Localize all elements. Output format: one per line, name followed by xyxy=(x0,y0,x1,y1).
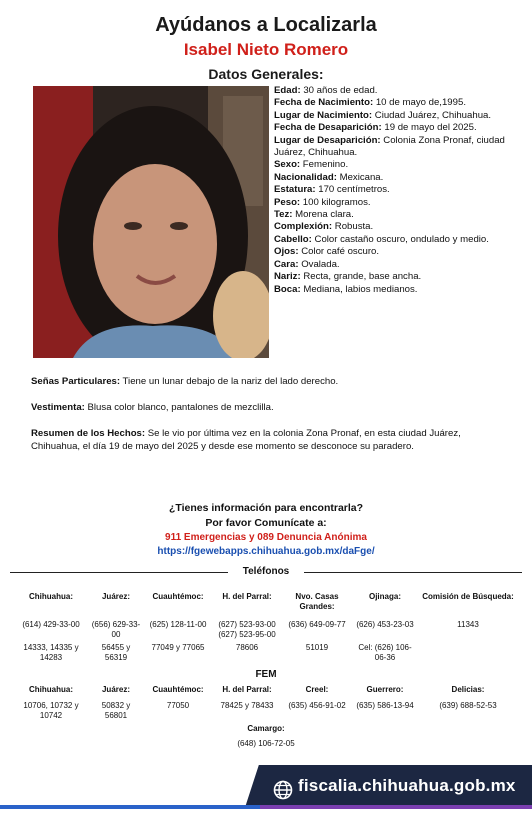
detail-label: Tez: xyxy=(274,209,293,221)
telefonos-cell: (627) 523-93-00 (627) 523-95-00 xyxy=(218,620,276,639)
fem-cell: 10706, 10732 y 10742 xyxy=(23,701,79,720)
telefonos-cell: 11343 xyxy=(457,620,479,629)
detail-row xyxy=(274,197,506,209)
telefonos-header-cell: Nvo. Casas Grandes: xyxy=(295,592,339,611)
fem-title: FEM xyxy=(255,669,277,680)
detail-row xyxy=(274,209,506,221)
detail-label: Estatura: xyxy=(274,184,316,196)
telefonos-header-cell: Cuauhtémoc: xyxy=(152,592,204,601)
fem-cell: 78425 y 78433 xyxy=(220,701,274,710)
detail-value: Ovalada. xyxy=(298,258,340,270)
detail-label: Sexo: xyxy=(274,159,301,171)
section-title-datos-generales: Datos Generales: xyxy=(208,66,324,82)
detail-row xyxy=(274,159,506,171)
poster-title: Ayúdanos a Localizarla xyxy=(155,14,377,36)
telefonos-cell: (636) 649-09-77 xyxy=(288,620,346,629)
detail-label: Fecha de Nacimiento: xyxy=(274,97,374,109)
fem-headers xyxy=(12,685,520,695)
telefonos-cell: Cel: (626) 106-06-36 xyxy=(358,643,412,662)
detail-value: Recta, grande, base ancha. xyxy=(300,271,422,283)
telefonos-header-cell: Juárez: xyxy=(101,592,130,601)
telefonos-row-2 xyxy=(12,643,520,663)
telefonos-header-cell: Chihuahua: xyxy=(29,592,73,601)
detail-label: Cara: xyxy=(274,258,299,270)
detail-row xyxy=(274,110,506,122)
resumen-value: Se le vio por última vez en la colonia Zona Pronaf, en esta ciudad Juárez, Chihuahua, el día 19 de mayo del 2025 y desde ese momento se desconoce su paradero. xyxy=(31,428,461,452)
telefonos-headers xyxy=(12,592,520,612)
fem-header-cell: Cuauhtémoc: xyxy=(152,685,204,694)
globe-icon xyxy=(273,780,293,800)
detail-value: 19 de mayo del 2025. xyxy=(381,122,477,134)
detail-value: Color castaño oscuro, ondulado y medio. xyxy=(311,233,489,245)
detail-label: Lugar de Nacimiento: xyxy=(274,109,373,121)
telefonos-cell: (626) 453-23-03 xyxy=(356,620,414,629)
vestimenta-label: Vestimenta: xyxy=(31,402,85,413)
detail-label: Complexión: xyxy=(274,221,333,233)
fem-cell: (639) 688-52-53 xyxy=(439,701,497,710)
telefonos-cell: (614) 429-33-00 xyxy=(22,620,80,629)
detail-label: Nacionalidad: xyxy=(274,171,337,183)
report-link[interactable]: https://fgewebapps.chihuahua.gob.mx/daFge/ xyxy=(157,546,375,557)
footer-website[interactable]: fiscalia.chihuahua.gob.mx xyxy=(298,776,516,795)
detail-row xyxy=(274,271,506,283)
fem-header-cell: Creel: xyxy=(305,685,329,694)
fem-header-cell: Delicias: xyxy=(451,685,485,694)
detail-row xyxy=(274,246,506,258)
detail-value: 100 kilogramos. xyxy=(300,196,371,208)
detail-value: Colonia Zona Pronaf, ciudad Juárez, Chihuahua. xyxy=(274,134,505,159)
telefonos-header-cell: Ojinaga: xyxy=(368,592,401,601)
detail-row xyxy=(274,234,506,246)
detail-label: Fecha de Desaparición: xyxy=(274,122,382,134)
fem-cell: 50832 y 56801 xyxy=(101,701,131,720)
senas-value: Tiene un lunar debajo de la nariz del lado derecho. xyxy=(120,376,339,387)
fem-cell: 77050 xyxy=(166,701,190,710)
detail-row xyxy=(274,172,506,184)
detail-row xyxy=(274,184,506,196)
info-question: ¿Tienes información para encontrarla? xyxy=(168,502,364,514)
emergency-numbers: 911 Emergencias y 089 Denuncia Anónima xyxy=(165,532,367,543)
detail-label: Cabello: xyxy=(274,233,312,245)
detail-label: Lugar de Desaparición: xyxy=(274,134,381,146)
telefonos-cell: 14333, 14335 y 14283 xyxy=(23,643,79,662)
camargo-label: Camargo: xyxy=(247,724,285,733)
senas-label: Señas Particulares: xyxy=(31,376,121,387)
detail-row xyxy=(274,122,506,134)
resumen-label: Resumen de los Hechos: xyxy=(31,428,146,439)
detail-label: Edad: xyxy=(274,85,301,96)
detail-value: Morena clara. xyxy=(292,209,354,221)
senas-particulares xyxy=(31,376,506,389)
footer-stripe-purple xyxy=(260,805,532,809)
detail-value: Robusta. xyxy=(332,221,374,233)
detail-label: Peso: xyxy=(274,196,301,208)
telefonos-cell: 51019 xyxy=(305,643,329,652)
fem-header-cell: Guerrero: xyxy=(366,685,404,694)
telefonos-cell: (656) 629-33-00 xyxy=(91,620,141,639)
detail-value: Mexicana. xyxy=(336,171,384,183)
detail-row xyxy=(274,221,506,233)
fem-header-cell: Juárez: xyxy=(101,685,130,694)
fem-header-cell: H. del Parral: xyxy=(222,685,272,694)
telefonos-header-cell: H. del Parral: xyxy=(222,592,272,601)
footer-stripe-blue xyxy=(0,805,260,809)
telefonos-cell: 78606 xyxy=(235,643,259,652)
detail-label: Boca: xyxy=(274,283,301,295)
detail-row xyxy=(274,259,506,271)
telefonos-cell xyxy=(416,643,520,663)
missing-person-name: Isabel Nieto Romero xyxy=(183,40,349,59)
vestimenta-value: Blusa color blanco, pantalones de mezclilla. xyxy=(84,402,274,413)
detail-value: Ciudad Juárez, Chihuahua. xyxy=(372,109,492,121)
detail-label: Nariz: xyxy=(274,271,301,283)
detail-value: 10 de mayo de,1995. xyxy=(373,97,466,109)
fem-header-cell: Chihuahua: xyxy=(29,685,73,694)
detail-row xyxy=(274,97,506,109)
general-details xyxy=(274,85,506,296)
detail-label: Ojos: xyxy=(274,246,299,258)
resumen-hechos xyxy=(31,428,506,453)
telefonos-cell: (625) 128-11-00 xyxy=(149,620,207,629)
detail-value: 170 centímetros. xyxy=(315,184,390,196)
detail-value: Femenino. xyxy=(300,159,349,171)
fem-row-1 xyxy=(12,701,520,721)
detail-value: 30 años de edad. xyxy=(300,85,378,96)
divider-right xyxy=(304,572,522,573)
camargo-phone: (648) 106-72-05 xyxy=(237,739,295,748)
detail-row xyxy=(274,85,506,97)
telefonos-title: Teléfonos xyxy=(242,566,290,577)
telefonos-row-1 xyxy=(12,620,520,640)
telefonos-cell: 56455 y 56319 xyxy=(101,643,131,662)
telefonos-cell: 77049 y 77065 xyxy=(151,643,205,652)
vestimenta xyxy=(31,402,506,415)
telefonos-header-cell: Comisión de Búsqueda: xyxy=(422,592,514,601)
fem-cell: (635) 586-13-94 xyxy=(356,701,414,710)
fem-cell: (635) 456-91-02 xyxy=(288,701,346,710)
detail-value: Mediana, labios medianos. xyxy=(300,283,418,295)
detail-value: Color café oscuro. xyxy=(298,246,380,258)
detail-row xyxy=(274,284,506,296)
info-call: Por favor Comunícate a: xyxy=(205,517,327,529)
detail-row xyxy=(274,135,506,160)
person-photo xyxy=(33,86,269,358)
